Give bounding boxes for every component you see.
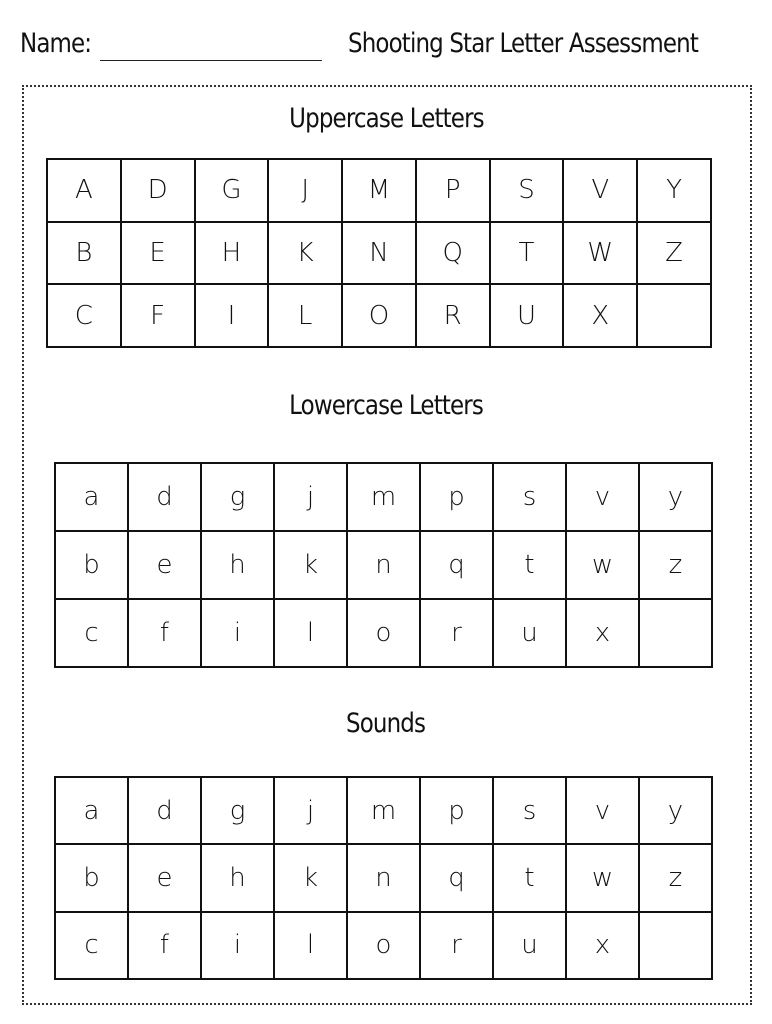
letter-cell: e	[128, 844, 201, 911]
letter-cell: n	[347, 531, 420, 599]
letter-cell: c	[55, 599, 128, 667]
letter-cell: w	[566, 531, 639, 599]
letter-cell: b	[55, 531, 128, 599]
letter-cell: P	[416, 159, 490, 222]
letter-cell: d	[128, 463, 201, 531]
letter-cell: z	[639, 531, 712, 599]
table-row	[47, 284, 711, 347]
letter-cell: c	[55, 912, 128, 979]
letter-cell	[639, 912, 712, 979]
letter-cell: e	[128, 531, 201, 599]
letter-cell: x	[566, 912, 639, 979]
letter-cell: i	[201, 599, 274, 667]
table-row	[47, 159, 711, 222]
letter-cell: H	[195, 222, 269, 285]
table-row	[55, 599, 712, 667]
letter-cell: C	[47, 284, 121, 347]
letter-cell: F	[121, 284, 195, 347]
section-title-text: Lowercase Letters	[289, 390, 483, 421]
letter-cell: k	[274, 844, 347, 911]
letter-cell: t	[493, 844, 566, 911]
letter-cell: t	[493, 531, 566, 599]
letter-cell: o	[347, 912, 420, 979]
letter-cell: D	[121, 159, 195, 222]
letter-cell: Y	[637, 159, 711, 222]
letter-cell: N	[342, 222, 416, 285]
letter-cell: n	[347, 844, 420, 911]
letter-cell: y	[639, 777, 712, 844]
lowercase-table	[54, 462, 713, 668]
letter-cell	[637, 284, 711, 347]
letter-cell: q	[420, 844, 493, 911]
letter-cell: j	[274, 777, 347, 844]
letter-cell: x	[566, 599, 639, 667]
letter-cell: p	[420, 777, 493, 844]
letter-cell: M	[342, 159, 416, 222]
letter-cell: R	[416, 284, 490, 347]
letter-cell: w	[566, 844, 639, 911]
section-title-lowercase	[0, 390, 772, 421]
letter-cell: v	[566, 463, 639, 531]
letter-cell: l	[274, 599, 347, 667]
letter-cell: K	[268, 222, 342, 285]
uppercase-table	[46, 158, 712, 348]
table-row	[55, 912, 712, 979]
section-title-uppercase	[0, 103, 772, 134]
letter-cell: i	[201, 912, 274, 979]
letter-cell: u	[493, 912, 566, 979]
letter-cell: G	[195, 159, 269, 222]
table-row	[55, 463, 712, 531]
letter-cell: b	[55, 844, 128, 911]
letter-cell: Q	[416, 222, 490, 285]
letter-cell: W	[563, 222, 637, 285]
section-title-text: Uppercase Letters	[288, 103, 484, 134]
letter-cell: V	[563, 159, 637, 222]
letter-cell: E	[121, 222, 195, 285]
page-title: Shooting Star Letter Assessment	[348, 28, 699, 59]
letter-cell: z	[639, 844, 712, 911]
letter-cell: r	[420, 912, 493, 979]
letter-cell: Z	[637, 222, 711, 285]
name-input-line[interactable]	[100, 60, 322, 61]
letter-cell: y	[639, 463, 712, 531]
table-row	[55, 531, 712, 599]
letter-cell: A	[47, 159, 121, 222]
letter-cell: f	[128, 599, 201, 667]
letter-cell: f	[128, 912, 201, 979]
letter-cell: p	[420, 463, 493, 531]
name-label: Name:	[20, 28, 92, 59]
letter-cell: l	[274, 912, 347, 979]
letter-cell: v	[566, 777, 639, 844]
letter-cell: B	[47, 222, 121, 285]
letter-cell: j	[274, 463, 347, 531]
table-row	[55, 777, 712, 844]
letter-cell: J	[268, 159, 342, 222]
letter-cell: g	[201, 463, 274, 531]
letter-cell: d	[128, 777, 201, 844]
table-row	[47, 222, 711, 285]
sounds-table	[54, 776, 713, 980]
letter-cell: u	[493, 599, 566, 667]
letter-cell: a	[55, 463, 128, 531]
letter-cell: s	[493, 777, 566, 844]
letter-cell: s	[493, 463, 566, 531]
section-title-sounds	[0, 708, 772, 739]
letter-cell: g	[201, 777, 274, 844]
letter-cell: m	[347, 463, 420, 531]
letter-cell: k	[274, 531, 347, 599]
letter-cell: X	[563, 284, 637, 347]
letter-cell: r	[420, 599, 493, 667]
letter-cell: h	[201, 531, 274, 599]
letter-cell: q	[420, 531, 493, 599]
letter-cell: I	[195, 284, 269, 347]
letter-cell: U	[490, 284, 564, 347]
letter-cell: O	[342, 284, 416, 347]
table-row	[55, 844, 712, 911]
letter-cell: a	[55, 777, 128, 844]
letter-cell: o	[347, 599, 420, 667]
letter-cell: L	[268, 284, 342, 347]
letter-cell: h	[201, 844, 274, 911]
letter-cell: T	[490, 222, 564, 285]
section-title-text: Sounds	[346, 708, 426, 739]
letter-cell: S	[490, 159, 564, 222]
letter-cell: m	[347, 777, 420, 844]
letter-cell	[639, 599, 712, 667]
